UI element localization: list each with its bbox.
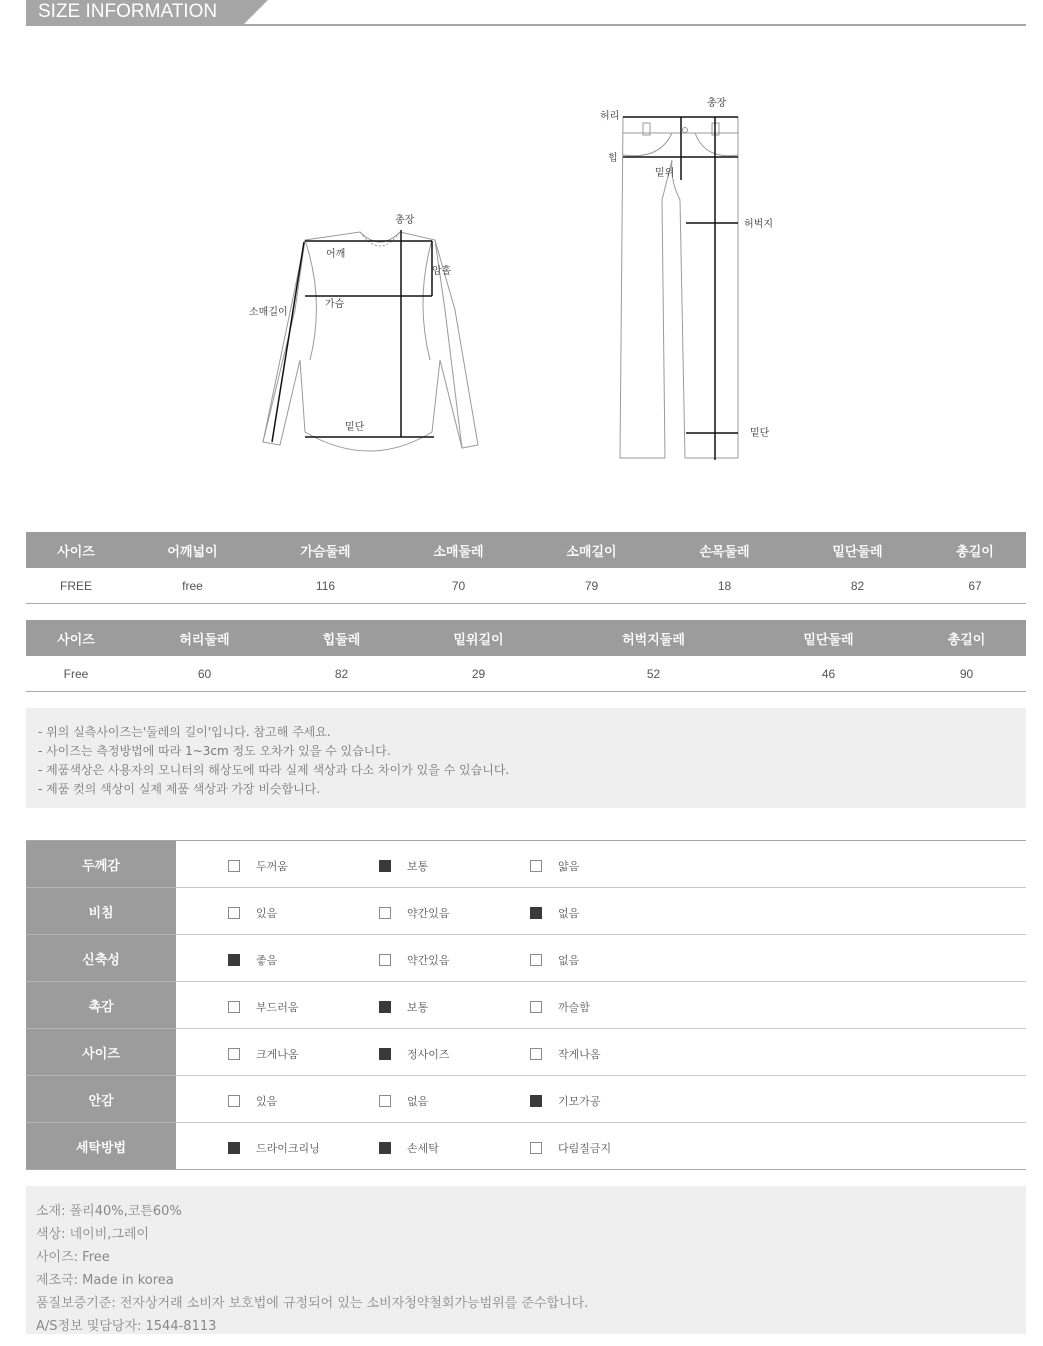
top-chest-label: 가슴 (325, 299, 345, 310)
top-measure-lines (272, 230, 434, 442)
table-cell: 90 (907, 656, 1026, 692)
table-cell: 70 (392, 568, 525, 604)
top-shoulder-label: 어깨 (326, 249, 346, 260)
unchecked-box-icon (228, 907, 240, 919)
attribute-options (176, 982, 1026, 1029)
attribute-option-label: 약간있음 (407, 954, 450, 967)
attribute-label: 두께감 (26, 841, 176, 888)
table-cell: 116 (259, 568, 392, 604)
attribute-option-label: 까슬함 (558, 1001, 590, 1014)
attribute-option (379, 905, 450, 921)
unchecked-box-icon (530, 954, 542, 966)
attribute-option (228, 1093, 277, 1109)
attribute-option-label: 드라이크리닝 (256, 1142, 320, 1155)
pants-total-length-label: 총장 (707, 98, 727, 109)
attribute-option (530, 1093, 601, 1109)
attribute-options (176, 1029, 1026, 1076)
attribute-options-wrap (176, 935, 1026, 981)
table-header-cell: 총길이 (924, 532, 1026, 568)
table-cell: 18 (658, 568, 791, 604)
attribute-option-label: 크게나옴 (256, 1048, 299, 1061)
unchecked-box-icon (530, 1142, 542, 1154)
table-header-cell: 사이즈 (26, 532, 126, 568)
attribute-row (26, 888, 1026, 935)
attribute-option (530, 858, 579, 874)
table-cell: 82 (791, 568, 924, 604)
checked-box-icon (379, 1001, 391, 1013)
note-line: - 제품색상은 사용자의 모니터의 해상도에 따라 실제 색상과 다소 차이가 있을 수 있습니다. (38, 763, 510, 777)
attribute-option-label: 보통 (407, 1001, 429, 1014)
table-header-cell: 힙둘레 (283, 620, 400, 656)
attribute-option-label: 작게나옴 (558, 1048, 601, 1061)
checked-box-icon (379, 1048, 391, 1060)
table-cell: 79 (525, 568, 658, 604)
attribute-option-label: 없음 (558, 907, 580, 920)
checked-box-icon (379, 860, 391, 872)
attribute-row (26, 1076, 1026, 1123)
top-sleeve-length-label: 소매길이 (249, 307, 288, 318)
unchecked-box-icon (228, 860, 240, 872)
attribute-option (228, 905, 277, 921)
attribute-options-wrap (176, 1123, 1026, 1169)
pants-hem-label: 밑단 (750, 428, 770, 439)
product-info (26, 1186, 1026, 1334)
table-cell: 46 (750, 656, 907, 692)
attribute-label: 안감 (26, 1076, 176, 1123)
header-divider (26, 24, 1026, 26)
table-header-cell: 허벅지둘레 (557, 620, 750, 656)
table-cell: 29 (400, 656, 557, 692)
attribute-option-label: 기모가공 (558, 1095, 601, 1108)
pants-hip-label: 힙 (608, 153, 618, 164)
checked-box-icon (228, 954, 240, 966)
attribute-option (530, 905, 579, 921)
attribute-option (228, 999, 299, 1015)
unchecked-box-icon (379, 954, 391, 966)
product-info-line: 제조국: Made in korea (36, 1273, 174, 1288)
attribute-option (228, 1046, 299, 1062)
attribute-option (379, 1140, 439, 1156)
table-header-cell: 허리둘레 (126, 620, 283, 656)
attribute-row (26, 841, 1026, 888)
table-header-cell: 밑위길이 (400, 620, 557, 656)
attribute-option-label: 손세탁 (407, 1142, 439, 1155)
attribute-option (379, 1093, 428, 1109)
pants-measure-lines (623, 117, 738, 460)
attribute-label: 사이즈 (26, 1029, 176, 1076)
product-info-line: A/S정보 및담당자: 1544-8113 (36, 1319, 217, 1334)
table-header-cell: 소매길이 (525, 532, 658, 568)
note-line: - 제품 컷의 색상이 실제 제품 색상과 가장 비슷합니다. (38, 782, 321, 796)
attribute-option (228, 952, 277, 968)
attribute-option-label: 있음 (256, 907, 278, 920)
attribute-options (176, 888, 1026, 935)
product-info-line: 소재: 폴리40%,코튼60% (36, 1204, 182, 1219)
section-title: SIZE INFORMATION (38, 1, 218, 22)
checked-box-icon (530, 907, 542, 919)
product-info-line: 품질보증기준: 전자상거래 소비자 보호법에 규정되어 있는 소비자청약철회가능범위를 준수합니다. (36, 1296, 589, 1311)
garment-illustrations (0, 60, 1043, 480)
attribute-label: 신축성 (26, 935, 176, 982)
attribute-option (379, 1046, 450, 1062)
unchecked-box-icon (379, 1095, 391, 1107)
attribute-options (176, 841, 1026, 888)
unchecked-box-icon (228, 1048, 240, 1060)
attribute-row (26, 935, 1026, 982)
attribute-option (530, 999, 590, 1015)
attribute-option-label: 없음 (407, 1095, 429, 1108)
table-header-row (26, 620, 1026, 656)
table-cell: 82 (283, 656, 400, 692)
attribute-option-label: 좋음 (256, 954, 278, 967)
table-header-cell: 총길이 (907, 620, 1026, 656)
attribute-option (530, 1046, 601, 1062)
attribute-row (26, 1029, 1026, 1076)
note-line: - 사이즈는 측정방법에 따라 1~3cm 정도 오차가 있을 수 있습니다. (38, 744, 391, 758)
attribute-options-wrap (176, 1029, 1026, 1075)
table-cell: 67 (924, 568, 1026, 604)
attribute-option-label: 두꺼움 (256, 860, 288, 873)
bottom-size-table (26, 620, 1026, 692)
pants-waist-label: 허리 (600, 111, 620, 122)
size-diagram (0, 60, 1043, 480)
section-header (26, 0, 1026, 26)
table-header-cell: 밑단둘레 (791, 532, 924, 568)
pants-illustration (620, 117, 738, 458)
top-illustration (263, 232, 478, 451)
top-size-table (26, 532, 1026, 604)
attribute-option (530, 1140, 611, 1156)
pants-rise-label: 밑위 (655, 168, 675, 179)
attribute-options (176, 935, 1026, 982)
header-tab-corner (244, 0, 268, 24)
attribute-option (379, 858, 428, 874)
attribute-option-label: 보통 (407, 860, 429, 873)
product-info-line: 사이즈: Free (36, 1250, 110, 1265)
attribute-option-label: 부드러움 (256, 1001, 299, 1014)
attribute-options-wrap (176, 1076, 1026, 1122)
table-cell: FREE (26, 568, 126, 604)
fabric-attribute-table (26, 840, 1026, 1170)
table-header-row (26, 532, 1026, 568)
table-header-cell: 소매둘레 (392, 532, 525, 568)
product-info-line: 색상: 네이비,그레이 (36, 1227, 150, 1242)
table-cell: 60 (126, 656, 283, 692)
table-cell: Free (26, 656, 126, 692)
attribute-option-label: 약간있음 (407, 907, 450, 920)
unchecked-box-icon (530, 860, 542, 872)
unchecked-box-icon (530, 1001, 542, 1013)
attribute-options-wrap (176, 982, 1026, 1028)
table-header-cell: 사이즈 (26, 620, 126, 656)
unchecked-box-icon (379, 907, 391, 919)
attribute-option (379, 952, 450, 968)
unchecked-box-icon (228, 1001, 240, 1013)
attribute-label: 촉감 (26, 982, 176, 1029)
top-total-length-label: 총장 (395, 215, 415, 226)
attribute-row (26, 1123, 1026, 1170)
table-header-cell: 가슴둘레 (259, 532, 392, 568)
attribute-options-wrap (176, 888, 1026, 934)
attribute-option-label: 다림질금지 (558, 1142, 612, 1155)
attribute-option (228, 858, 288, 874)
checked-box-icon (530, 1095, 542, 1107)
table-header-cell: 밑단둘레 (750, 620, 907, 656)
attribute-option-label: 없음 (558, 954, 580, 967)
unchecked-box-icon (530, 1048, 542, 1060)
table-cell: free (126, 568, 259, 604)
checked-box-icon (228, 1142, 240, 1154)
attribute-row (26, 982, 1026, 1029)
unchecked-box-icon (228, 1095, 240, 1107)
table-row (26, 656, 1026, 692)
top-hem-label: 밑단 (345, 422, 365, 433)
attribute-options-wrap (176, 841, 1026, 887)
attribute-option-label: 얇음 (558, 860, 580, 873)
table-header-cell: 어깨넓이 (126, 532, 259, 568)
table-header-cell: 손목둘레 (658, 532, 791, 568)
note-line: - 위의 실측사이즈는'둘레의 길이'입니다. 참고해 주세요. (38, 725, 331, 739)
attribute-options (176, 1076, 1026, 1123)
table-row (26, 568, 1026, 604)
pants-thigh-label: 허벅지 (744, 219, 773, 230)
attribute-option (228, 1140, 320, 1156)
checked-box-icon (379, 1142, 391, 1154)
table-cell: 52 (557, 656, 750, 692)
attribute-option-label: 정사이즈 (407, 1048, 450, 1061)
attribute-option (530, 952, 579, 968)
attribute-options (176, 1123, 1026, 1170)
attribute-option (379, 999, 428, 1015)
attribute-label: 세탁방법 (26, 1123, 176, 1170)
attribute-option-label: 있음 (256, 1095, 278, 1108)
top-armhole-label: 암홀 (432, 266, 452, 277)
attribute-label: 비침 (26, 888, 176, 935)
size-notes (26, 708, 1026, 808)
